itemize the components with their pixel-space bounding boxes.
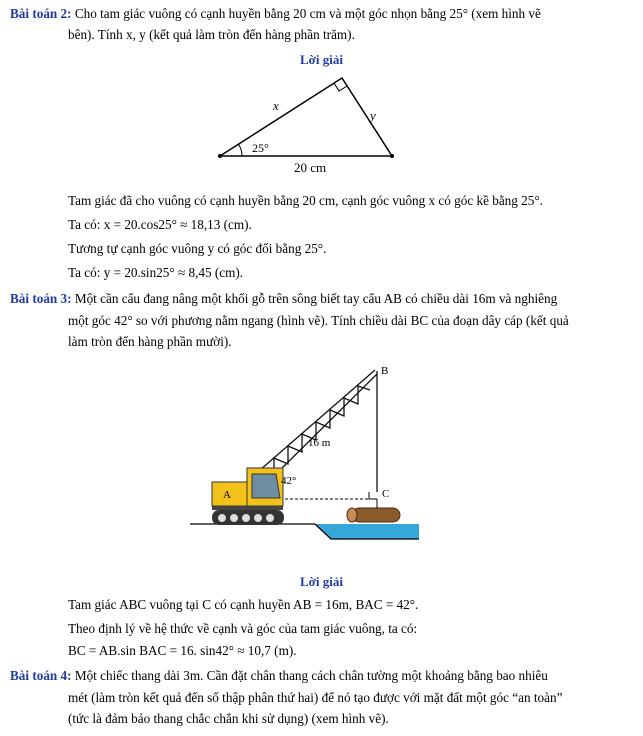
right-angle-mark xyxy=(334,83,347,91)
label-x: x xyxy=(273,98,279,113)
problem-2-solution-title: Lời giải xyxy=(300,52,343,67)
problem-3-text-1: Một cần cẩu đang nâng một khối gỗ trên sông biết tay cẩu AB có chiều dài 16m và nghiêng xyxy=(74,291,558,306)
vertex-dot-right xyxy=(390,154,394,158)
problem-2-solution-3: Tương tự cạnh góc vuông y có góc đối bằng 25°. xyxy=(68,241,327,256)
water xyxy=(315,524,419,539)
triangle-shape xyxy=(220,78,392,156)
label-b: B xyxy=(381,365,389,377)
problem-2-text-1: Cho tam giác vuông có cạnh huyền bằng 20 cm và một góc nhọn bằng 25° (xem hình vẽ xyxy=(74,6,541,21)
wooden-log xyxy=(352,508,400,522)
label-a: A xyxy=(223,489,231,501)
problem-3-solution-2: Theo định lý về hệ thức về cạnh và góc của tam giác vuông, ta có: xyxy=(68,621,418,636)
right-angle-c xyxy=(369,492,377,499)
problem-4-line-1 xyxy=(10,668,548,684)
problem-4-text-3: (tức là đảm bảo thang chắc chắn khi sử dụng) (xem hình vẽ). xyxy=(68,711,389,726)
problem-2-solution-4: Ta có: y = 20.sin25° ≈ 8,45 (cm). xyxy=(68,265,244,280)
problem-2-line-1 xyxy=(10,6,541,22)
problem-2-solution-1: Tam giác đã cho vuông có cạnh huyền bằng 20 cm, cạnh góc vuông x có góc kề bằng 25°. xyxy=(68,193,543,208)
label-16m: 16 m xyxy=(308,437,331,449)
problem-3-label: Bài toán 3: xyxy=(10,291,72,306)
problem-3-line-1 xyxy=(10,291,557,307)
label-42: 42° xyxy=(281,475,297,487)
problem-4-label: Bài toán 4: xyxy=(10,668,72,683)
problem-3-text-2: một góc 42° so với phương nằm ngang (hình vẽ). Tính chiều dài BC của đoạn dây cáp (kết quả xyxy=(68,313,569,328)
problem-2-label: Bài toán 2: xyxy=(10,6,72,21)
problem-2-text-2: bên). Tính x, y (kết quả làm tròn đến hàng phần trăm). xyxy=(68,27,355,42)
problem-3-solution-title: Lời giải xyxy=(300,574,343,589)
crane-chassis xyxy=(212,506,283,510)
cab-window xyxy=(252,474,280,498)
log-end xyxy=(347,508,357,522)
label-y: y xyxy=(370,108,376,123)
problem-4-text-2: mét (làm tròn kết quả đến số thập phân thứ hai) để nó tạo được với mặt đất một góc “an toàn” xyxy=(68,690,563,705)
label-angle-25: 25° xyxy=(252,141,269,155)
problem-3-text-3: làm tròn đến hàng phần mười). xyxy=(68,334,232,349)
vertex-dot-left xyxy=(218,154,222,158)
crane-boom xyxy=(260,370,377,480)
triangle-figure xyxy=(200,72,410,180)
label-c: C xyxy=(382,488,390,500)
problem-3-solution-1: Tam giác ABC vuông tại C có cạnh huyền AB = 16m, BAC = 42°. xyxy=(68,597,419,612)
problem-4-text-1: Một chiếc thang dài 3m. Cần đặt chân thang cách chân tường một khoảng bằng bao nhiêu xyxy=(74,668,548,683)
problem-3-solution-3: BC = AB.sin BAC = 16. sin42° ≈ 10,7 (m). xyxy=(68,643,297,658)
crane-figure xyxy=(190,358,420,548)
angle-arc xyxy=(239,144,243,156)
problem-2-solution-2: Ta có: x = 20.cos25° ≈ 18,13 (cm). xyxy=(68,217,252,232)
label-base: 20 cm xyxy=(294,160,327,175)
